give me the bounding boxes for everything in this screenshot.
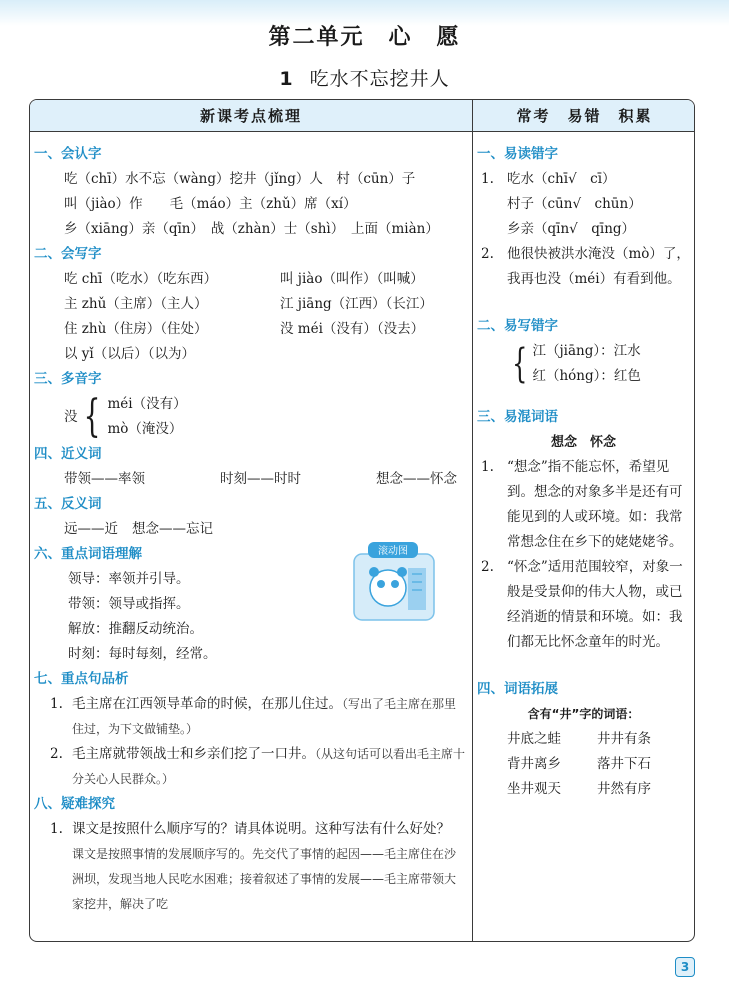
left-column-heading: 新课考点梳理	[30, 100, 472, 132]
key-sentence-item	[34, 742, 466, 792]
synonym-pair: 时刻——时时	[220, 471, 301, 487]
antonym-pair: 远——近	[64, 521, 118, 537]
section-title-expansion: 四、词语拓展	[477, 681, 558, 697]
key-sentence-item	[34, 692, 466, 742]
miswritten-group	[477, 339, 690, 389]
confusing-item	[477, 555, 690, 655]
misread-item	[477, 242, 690, 292]
panda-stamp-icon	[350, 540, 440, 626]
write-row	[34, 267, 466, 292]
confusing-pair: 想念 怀念	[550, 435, 616, 450]
confusing-item	[477, 455, 690, 555]
expansion-subtitle: 含有“井”字的词语：	[527, 707, 640, 721]
expansion-word: 坐井观天	[507, 781, 561, 797]
polyphone-group	[34, 392, 466, 442]
miswritten-item: 江（jiāng）：江水	[532, 343, 641, 359]
antonym-pair: 想念——忘记	[132, 521, 213, 537]
write-entry: 主 zhǔ（主席）（主人）	[64, 296, 208, 312]
section-title-misread: 一、易读错字	[477, 146, 558, 162]
inquiry-item	[34, 817, 466, 917]
expansion-word: 井底之蛙	[507, 731, 561, 747]
lesson-title	[0, 64, 729, 91]
section-title-key-words: 六、重点词语理解	[34, 546, 142, 562]
key-word-item: 带领：领导或指挥。	[68, 596, 190, 612]
brace-icon: {	[512, 341, 528, 387]
item-number: 2.	[481, 246, 494, 262]
right-column	[473, 100, 695, 941]
right-column-heading: 常考 易错 积累	[473, 100, 695, 132]
expansion-word: 落井下石	[597, 756, 651, 772]
section-title-write: 二、会写字	[34, 246, 102, 262]
polyphone-reading: mò（淹没）	[107, 421, 183, 437]
recognize-line: 乡（xiāng）亲（qīn） 战（zhàn）士（shì） 上面（miàn）	[64, 221, 439, 237]
recognize-line: 叫（jiào）作 毛（máo）主（zhǔ）席（xí）	[64, 196, 357, 212]
key-word-item: 解放：推翻反动统治。	[68, 621, 203, 637]
item-number: 1.	[481, 171, 494, 187]
antonym-row	[34, 517, 466, 542]
polyphone-readings	[108, 392, 187, 442]
section-title-polyphone: 三、多音字	[34, 371, 102, 387]
section-title-antonyms: 五、反义词	[34, 496, 102, 512]
expansion-word: 背井离乡	[507, 756, 561, 772]
content-box	[29, 99, 695, 942]
polyphone-char: 没	[64, 408, 78, 425]
recognize-line: 吃（chī）水不忘（wàng）挖井（jǐng）人 村（cūn）子	[64, 171, 416, 187]
key-sentence-text: 毛主席在江西领导革命的时候，在那儿住过。	[72, 696, 342, 712]
key-sentence-note: （从这句话可以看出毛主席十分关心人民群众。）	[72, 747, 466, 786]
expansion-word: 井然有序	[597, 781, 651, 797]
key-sentence-note: （写出了毛主席在那里住过，为下文做铺垫。）	[72, 697, 457, 736]
lesson-name: 吃水不忘挖井人	[309, 68, 450, 90]
stamp-label: 滚动图	[378, 546, 408, 557]
unit-title: 第二单元 心 愿	[268, 25, 461, 50]
right-pane	[473, 132, 695, 802]
misread-text: 村子（cūn√ chūn）	[507, 196, 642, 212]
item-number: 2.	[481, 559, 494, 575]
write-entry: 江 jiāng（江西）（长江）	[280, 296, 433, 312]
item-number: 1.	[481, 459, 494, 475]
section-title-synonyms: 四、近义词	[34, 446, 102, 462]
synonym-row	[34, 467, 466, 492]
inquiry-question: 课文是按照什么顺序写的？请具体说明。这种写法有什么好处？	[72, 821, 450, 837]
misread-text: 吃水（chī√ cī）	[507, 171, 616, 187]
item-number: 1.	[50, 821, 63, 837]
confusing-text: “怀念”适用范围较窄，对象一般是受景仰的伟大人物，或已经消逝的情景和环境。如：我们都无比怀念童年的时光。	[507, 559, 683, 650]
write-row	[34, 317, 466, 342]
write-entry: 住 zhù（住房）（住处）	[64, 321, 208, 337]
page-number: 3	[675, 957, 695, 977]
section-title-confusing: 三、易混词语	[477, 409, 558, 425]
left-pane	[30, 132, 472, 917]
synonym-pair: 想念——怀念	[376, 471, 457, 487]
item-number	[481, 217, 507, 242]
item-number: 1.	[50, 696, 63, 712]
item-number: 2.	[50, 746, 63, 762]
confusing-text: “想念”指不能忘怀，希望见到。想念的对象多半是还有可能见到的人或环境。如：我常常想念住在乡下的姥姥姥爷。	[507, 459, 683, 550]
synonym-pair: 带领——率领	[64, 471, 145, 487]
lesson-number: 1	[279, 68, 294, 90]
left-column	[30, 100, 473, 941]
misread-text: 乡亲（qīn√ qīng）	[507, 221, 636, 237]
write-entry: 没 méi（没有）（没去）	[280, 321, 425, 337]
expansion-word: 井井有条	[597, 731, 651, 747]
write-row	[34, 292, 466, 317]
expansion-words	[477, 727, 690, 802]
item-number	[481, 192, 507, 217]
misread-text: 他很快被洪水淹没（mò）了，我再也没（méi）有看到他。	[507, 246, 690, 287]
miswritten-item: 红（hóng）：红色	[532, 368, 641, 384]
misread-item	[477, 167, 690, 192]
write-row	[34, 342, 466, 367]
inquiry-answer: 课文是按照事情的发展顺序写的。先交代了事情的起因——毛主席住在沙洲坝，发现当地人民吃水困难；接着叙述了事情的发展——毛主席带领大家挖井，解决了吃	[72, 847, 457, 911]
write-entry: 叫 jiào（叫作）（叫喊）	[280, 271, 424, 287]
key-word-item: 领导：率领并引导。	[68, 571, 190, 587]
brace-icon: {	[83, 391, 100, 442]
section-title-inquiry: 八、疑难探究	[34, 796, 115, 812]
section-title-miswritten: 二、易写错字	[477, 318, 558, 334]
section-title-key-sentences: 七、重点句品析	[34, 671, 129, 687]
key-sentence-text: 毛主席就带领战士和乡亲们挖了一口井。	[72, 746, 315, 762]
write-entry: 以 yǐ（以后）（以为）	[64, 346, 195, 362]
key-word-item: 时刻：每时每刻，经常。	[68, 646, 217, 662]
misread-item	[477, 217, 690, 242]
misread-item	[477, 192, 690, 217]
polyphone-reading: méi（没有）	[107, 396, 187, 412]
write-entry: 吃 chī（吃水）（吃东西）	[64, 271, 218, 287]
section-title-recognize: 一、会认字	[34, 146, 102, 162]
